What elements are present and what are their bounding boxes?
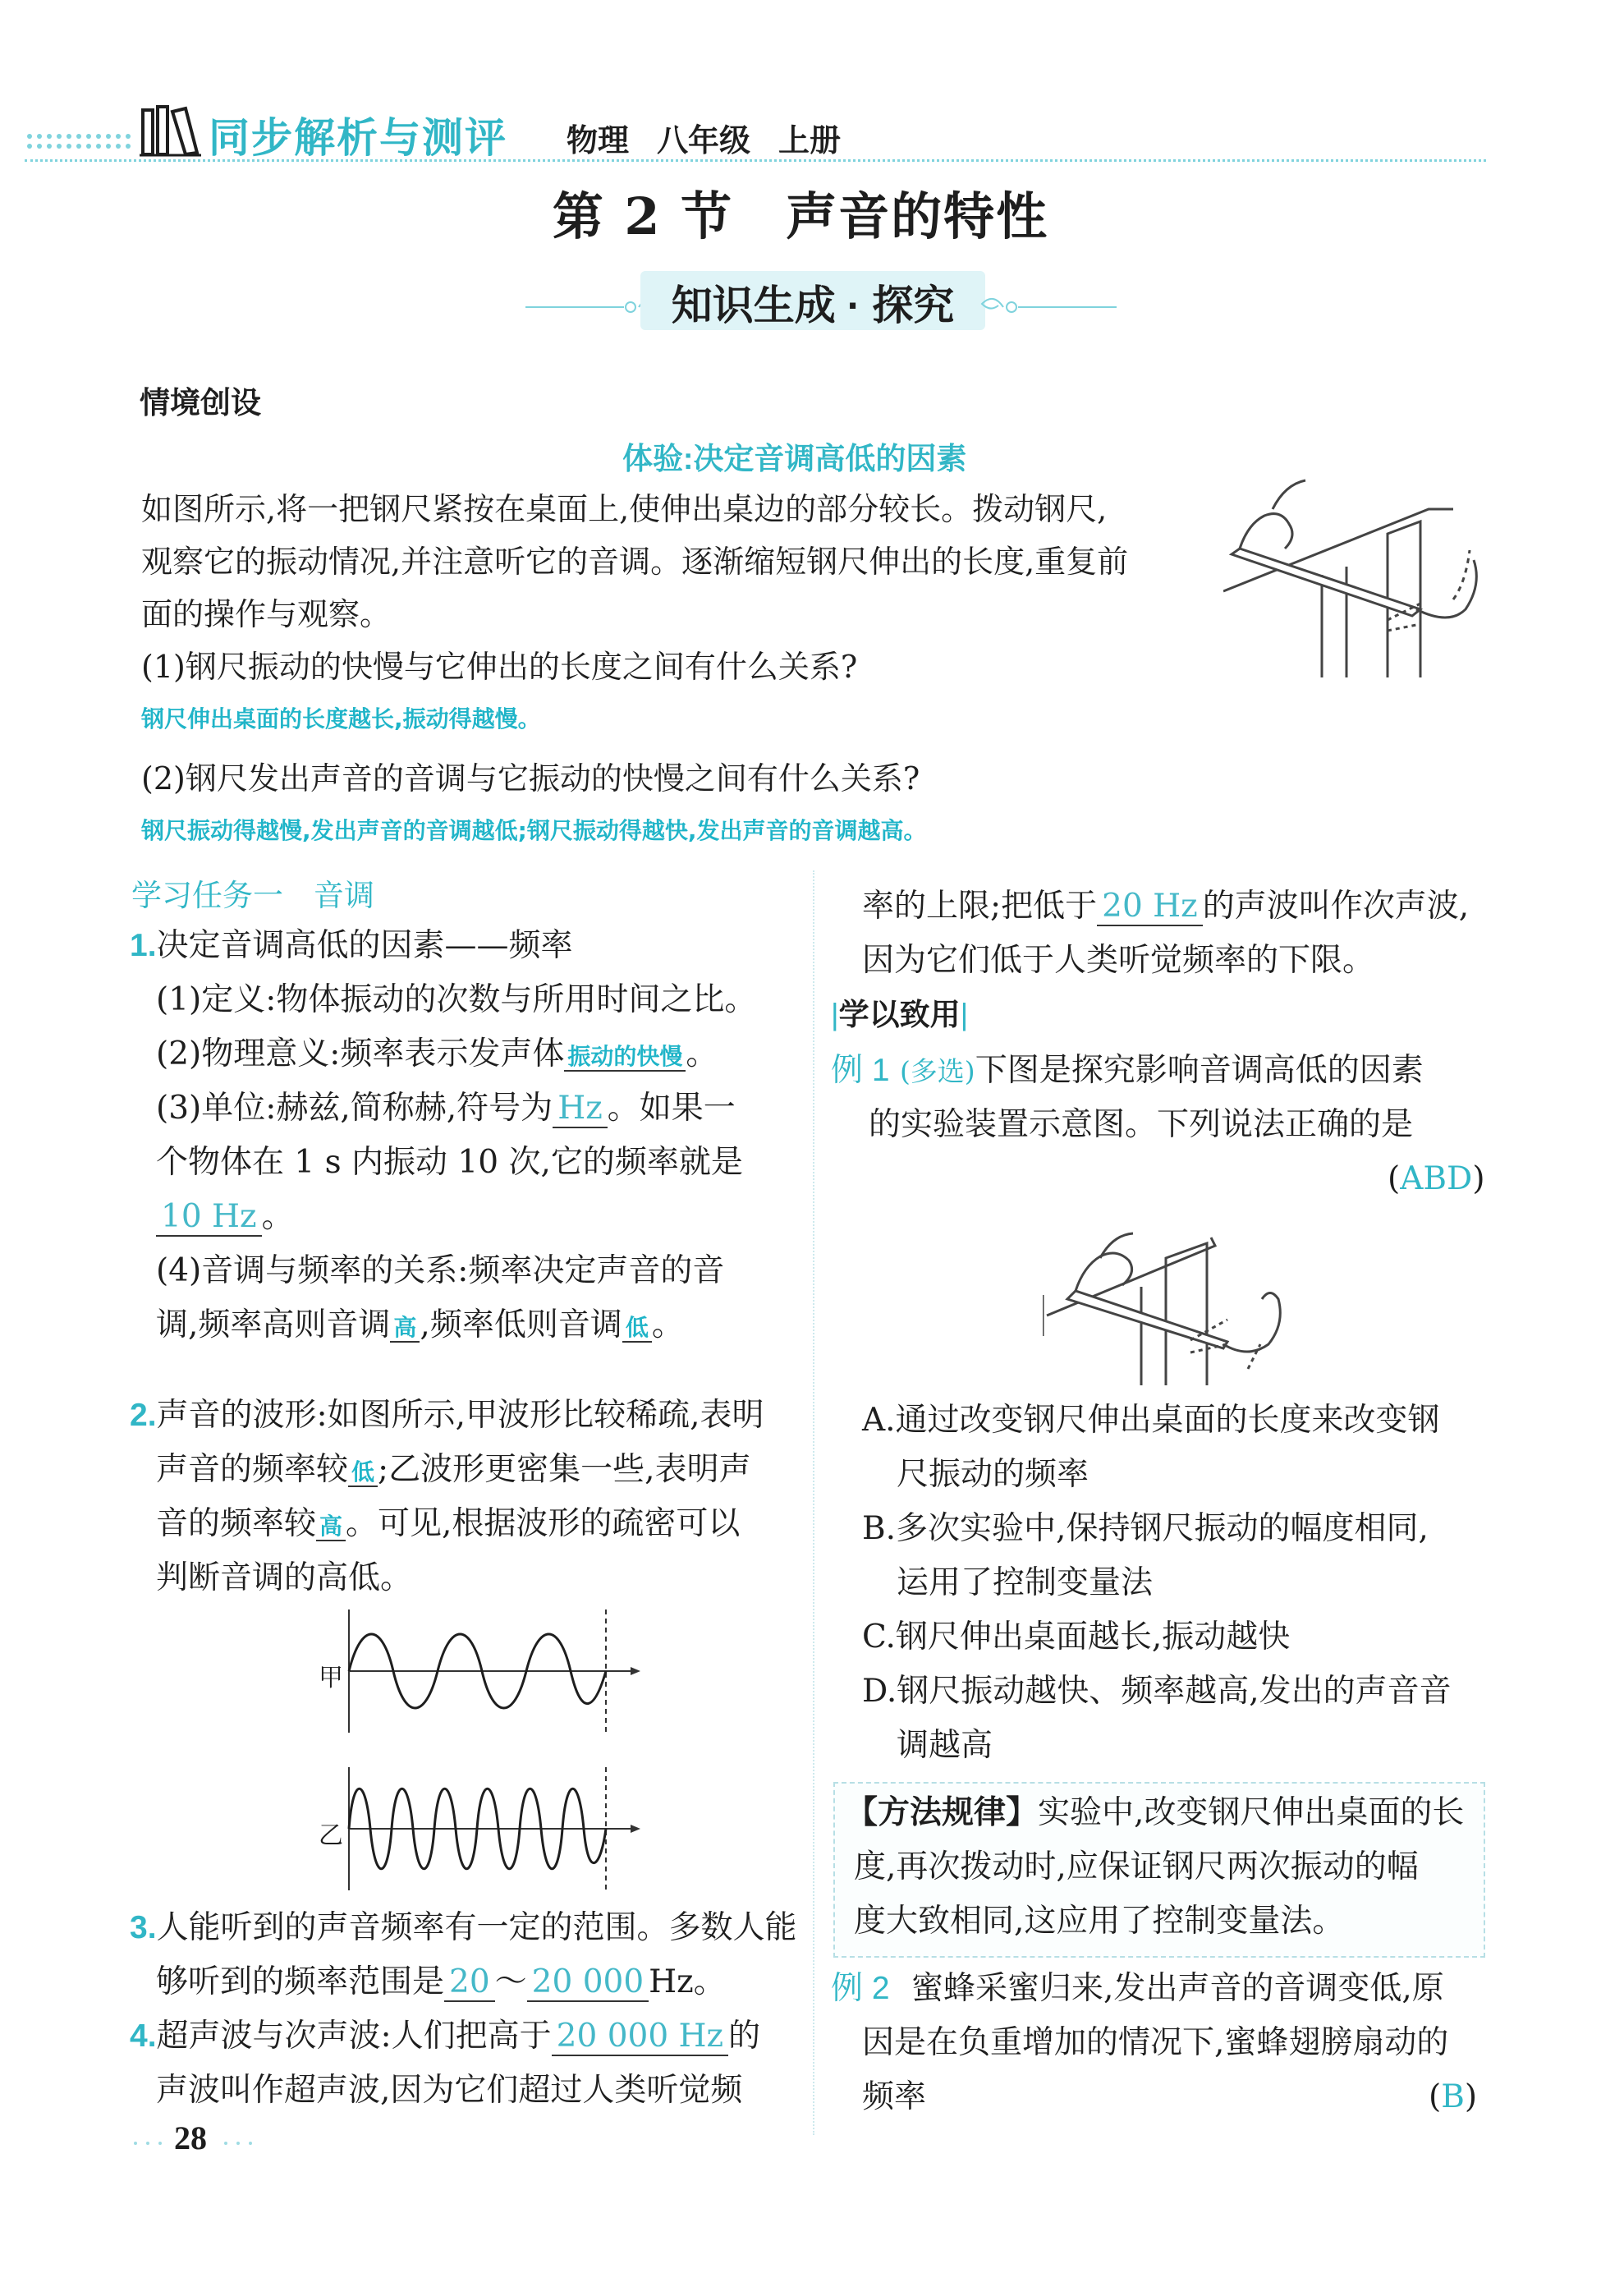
right-continuation-2: 因为它们低于人类听觉频率的下限。: [862, 942, 1375, 979]
wave-label-b: 乙: [319, 1822, 343, 1849]
footer-dots-right: [222, 2135, 263, 2143]
option-c: C.钢尺伸出桌面越长,振动越快: [862, 1619, 1291, 1655]
point-3-line-1: [130, 1905, 797, 1951]
method-line-1: [846, 1790, 1464, 1836]
footer-dots-left: [131, 2135, 172, 2143]
example-2-line-1: [831, 1966, 1444, 2012]
example-1-line-1: [831, 1048, 1424, 1095]
p2-post-3: 。可见,根据波形的疏密可以: [346, 1505, 741, 1542]
header-subject: 物理: [567, 124, 630, 158]
point-4-line-1: [130, 2014, 760, 2060]
p2-answer-2: 高: [316, 1513, 346, 1541]
point-3-line-2: [156, 1959, 726, 2005]
question-1: (1)钢尺振动的快慢与它伸出的长度之间有什么关系?: [141, 649, 858, 685]
waveform-b-diagram: [345, 1767, 640, 1890]
unit-answer: Hz: [553, 1090, 608, 1128]
point-1-number: 1.: [130, 928, 157, 963]
example-2-answer: (B): [1429, 2078, 1478, 2115]
banner-ornament-right: [977, 289, 1117, 322]
point-1-definition: (1)定义:物体振动的次数与所用时间之比。: [156, 981, 757, 1018]
intro-line-3: 面的操作与观察。: [141, 596, 392, 632]
books-logo-icon: [140, 103, 201, 158]
banner-title: 知识生成 · 探究: [671, 282, 955, 328]
header-dots: [25, 130, 140, 153]
p4-post: 的: [728, 2018, 761, 2055]
dots-decoration: [25, 130, 140, 153]
example-2-line-2: 因是在负重增加的情况下,蜜蜂翅膀扇动的: [862, 2024, 1449, 2061]
page-number: 28: [174, 2119, 207, 2156]
task1-heading: 学习任务一 音调: [131, 879, 374, 912]
intro-line-2: 观察它的振动情况,并注意听它的音调。逐渐缩短钢尺伸出的长度,重复前: [141, 544, 1129, 580]
experience-title: 体验:决定音调高低的因素: [622, 442, 967, 475]
option-d-line-2: 调越高: [897, 1727, 993, 1764]
option-a-line-2: 尺振动的频率: [897, 1456, 1090, 1493]
p3-post: Hz。: [649, 1963, 726, 2000]
practice-label-text: 学以致用: [838, 998, 961, 1031]
point-1: [130, 923, 573, 969]
point-2-line-2: [156, 1447, 751, 1495]
p2-post: ;乙波形更密集一些,表明声: [378, 1451, 751, 1488]
unit-post-2: 。: [261, 1198, 294, 1235]
intro-line-1: 如图所示,将一把钢尺紧按在桌面上,使伸出桌边的部分较长。拨动钢尺,: [141, 491, 1108, 527]
right-continuation-1: [862, 884, 1469, 930]
r1-pre: 率的上限;把低于: [862, 888, 1098, 925]
p2-pre: 声音的频率较: [156, 1451, 349, 1488]
question-2: (2)钢尺发出声音的音调与它振动的快慢之间有什么关系?: [141, 760, 920, 797]
relation-pre: 调,频率高则音调: [156, 1306, 391, 1343]
practice-label: |学以致用|: [831, 998, 969, 1031]
point-2-line-4: 判断音调的高低。: [156, 1559, 413, 1596]
option-d-line-1: D.钢尺振动越快、频率越高,发出的声音音: [862, 1673, 1452, 1710]
example-1-answer-value: ABD: [1400, 1160, 1473, 1197]
p3-pre: 够听到的频率范围是: [156, 1963, 445, 2000]
p3-tilde: ～: [494, 1963, 527, 2000]
ruler-experiment-illustration: [1223, 476, 1494, 682]
example-1-answer: (ABD): [1388, 1160, 1485, 1197]
p3-answer-2: 20 000: [527, 1963, 649, 2002]
option-b-line-2: 运用了控制变量法: [897, 1564, 1154, 1601]
answer-2: 钢尺振动得越慢,发出声音的音调越低;钢尺振动得越快,发出声音的音调越高。: [141, 817, 927, 844]
unit-post: 。如果一: [607, 1090, 736, 1127]
option-a-line-1: A.通过改变钢尺伸出桌面的长度来改变钢: [862, 1402, 1440, 1439]
example-1-tag: 例 1: [831, 1053, 890, 1088]
p3-answer-1: 20: [444, 1963, 495, 2002]
header-volume: 上册: [778, 124, 842, 158]
p2-answer-1: 低: [348, 1458, 378, 1487]
point-2-line-1: [130, 1393, 764, 1439]
p2-pre-3: 音的频率较: [156, 1505, 317, 1542]
answer-1: 钢尺伸出桌面的长度越长,振动得越慢。: [141, 705, 541, 732]
ruler-experiment-illustration-2: [1043, 1209, 1314, 1385]
wave-label-a: 甲: [319, 1665, 343, 1692]
r1-post: 的声波叫作次声波,: [1202, 888, 1470, 925]
p4-pre: 超声波与次声波:人们把高于: [156, 2018, 552, 2055]
p4-answer-2: 20 Hz: [1097, 888, 1203, 926]
point-4-line-2: 声波叫作超声波,因为它们超过人类听觉频: [156, 2072, 743, 2109]
header-grade: 八年级: [657, 124, 751, 158]
example-1-stem-1: 下图是探究影响音调高低的因素: [975, 1052, 1424, 1089]
point-1-unit-line-3: [156, 1194, 294, 1240]
example-2-stem-1: 蜜蜂采蜜归来,发出声音的音调变低,原: [911, 1970, 1444, 2007]
example-1-type: (多选): [899, 1055, 975, 1087]
scenario-heading: 情境创设: [140, 386, 261, 420]
unit-text: (3)单位:赫兹,简称赫,符号为: [156, 1090, 553, 1127]
option-b-line-1: B.多次实验中,保持钢尺振动的幅度相同,: [862, 1510, 1429, 1547]
relation-post: 。: [651, 1306, 684, 1343]
example-2-tag: 例 2: [831, 1971, 890, 2006]
header-rule: [25, 159, 1486, 162]
relation-answer-1: 高: [390, 1314, 420, 1343]
example-2-answer-value: B: [1441, 2078, 1465, 2115]
method-line-2: 度,再次拨动时,应保证钢尺两次振动的幅: [854, 1848, 1419, 1885]
point-2-text-1: 声音的波形:如图所示,甲波形比较稀疏,表明: [156, 1397, 764, 1434]
example-2-line-3: 频率: [862, 2078, 927, 2115]
point-3-text-1: 人能听到的声音频率有一定的范围。多数人能: [156, 1909, 797, 1946]
p4-answer-1: 20 000 Hz: [552, 2018, 728, 2056]
example-1-line-2: 的实验装置示意图。下列说法正确的是: [869, 1106, 1414, 1143]
point-4-number: 4.: [130, 2018, 157, 2054]
unit-answer-2: 10 Hz: [156, 1198, 262, 1237]
method-tag: 【方法规律】: [846, 1795, 1039, 1830]
method-text-1: 实验中,改变钢尺伸出桌面的长: [1038, 1794, 1465, 1831]
section-title: 第 2 节 声音的特性: [552, 186, 1049, 246]
point-1-relation-line-2: [156, 1302, 684, 1351]
relation-mid: ,频率低则音调: [420, 1306, 622, 1343]
relation-answer-2: 低: [622, 1314, 652, 1343]
method-line-3: 度大致相同,这应用了控制变量法。: [854, 1903, 1345, 1940]
meaning-post: 。: [686, 1035, 718, 1072]
waveform-a-diagram: [345, 1609, 640, 1733]
meaning-text: (2)物理意义:频率表示发声体: [156, 1035, 565, 1072]
point-1-unit: [156, 1086, 736, 1132]
column-divider: [813, 870, 814, 2135]
point-2-number: 2.: [130, 1398, 157, 1433]
point-1-title: 决定音调高低的因素——频率: [156, 927, 573, 964]
point-1-meaning: [156, 1031, 718, 1080]
point-2-line-3: [156, 1501, 740, 1550]
series-title: 同步解析与测评: [209, 115, 507, 161]
point-1-unit-line-2: 个物体在 1 s 内振动 10 次,它的频率就是: [156, 1144, 743, 1181]
point-3-number: 3.: [130, 1910, 157, 1945]
point-1-relation-line-1: (4)音调与频率的关系:频率决定声音的音: [156, 1252, 725, 1289]
meaning-answer: 振动的快慢: [564, 1043, 686, 1072]
